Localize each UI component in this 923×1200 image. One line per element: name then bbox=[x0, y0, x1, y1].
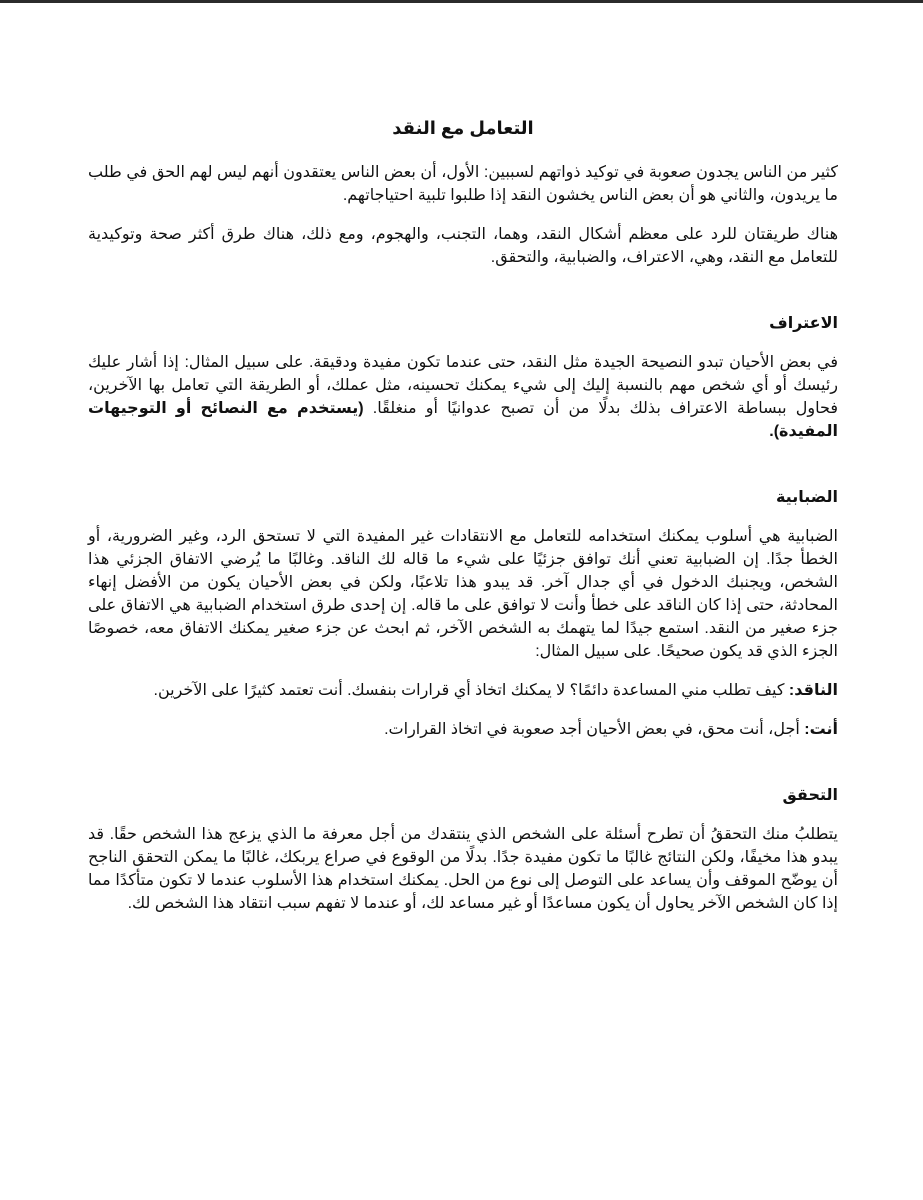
document-title: التعامل مع النقد bbox=[392, 118, 534, 138]
acknowledgment-body: في بعض الأحيان تبدو النصيحة الجيدة مثل النقد، حتى عندما تكون مفيدة ودقيقة. على سبيل المثال: إذا أشار عليك رئيسك أو أي شخص مهم بالنسبة إليك إلى شيء يمكنك تحسينه، مثل عملك، أو الطريقة التي تعامل بها الآخرين، فحاول ببساطة الاعتراف بذلك بدلًا من أن تصبح عدوانيًا أو منغلقًا. bbox=[88, 354, 838, 417]
fogging-paragraph: الضبابية هي أسلوب يمكنك استخدامه للتعامل مع الانتقادات غير المفيدة التي لا تستحق الرد، وغير الضرورية، أو الخطأ جدًا. إن الضبابية تعني أنك توافق جزئيًا على شيء ما قاله لك الناقد. وغالبًا ما يُرضي الاتفاق الجزئي هذا الشخص، ويجنبك الدخول في أي جدال آخر. قد يبدو هذا تلاعبًا، ولكن في بعض الأحيان يكون من الأفضل إنهاء المحادثة، حتى إذا كان الناقد على خطأ وأنت لا توافق على ما قاله. إن إحدى طرق استخدام الضبابية هي الاتفاق على جزء صغير من النقد. استمع جيدًا لما يتهمك به الشخص الآخر، ثم ابحث عن جزء صغير يمكنك الاتفاق معه، خصوصًا الجزء الذي قد يكون صحيحًا. على سبيل المثال: bbox=[88, 528, 839, 660]
dialogue-line-critic bbox=[88, 679, 838, 702]
top-border-line bbox=[0, 0, 923, 3]
dialogue-speaker-you: أنت: bbox=[804, 721, 838, 738]
dialogue-line-you bbox=[88, 718, 838, 741]
document-page bbox=[88, 118, 838, 915]
acknowledgment-note: (يستخدم مع النصائح أو التوجيهات المفيدة). bbox=[88, 400, 838, 440]
acknowledgment-paragraph bbox=[88, 351, 838, 443]
intro-paragraph-1: كثير من الناس يجدون صعوبة في توكيد ذواتهم لسببين: الأول، أن بعض الناس يعتقدون أنهم ليس لهم الحق في طلب ما يريدون، والثاني هو أن بعض الناس يخشون النقد إذا طلبوا تلبية احتياجاتهم. bbox=[88, 164, 838, 204]
dialogue-speaker-critic: الناقد: bbox=[788, 682, 838, 699]
section-heading-fogging: الضبابية bbox=[775, 489, 838, 506]
section-heading-acknowledgment: الاعتراف bbox=[769, 315, 838, 332]
intro-paragraph-2: هناك طريقتان للرد على معظم أشكال النقد، وهما، التجنب، والهجوم، ومع ذلك، هناك طرق أكثر صحة وتوكيدية للتعامل مع النقد، وهي، الاعتراف، والضبابية، والتحقق. bbox=[88, 226, 838, 266]
dialogue-text-critic: كيف تطلب مني المساعدة دائمًا؟ لا يمكنك اتخاذ أي قرارات بنفسك. أنت تعتمد كثيرًا على الآخرين. bbox=[153, 682, 785, 699]
inquiry-paragraph: يتطلبُ منك التحققُ أن تطرح أسئلة على الشخص الذي ينتقدك من أجل معرفة ما الذي يزعج هذا الشخص حقًا. قد يبدو هذا مخيفًا، ولكن النتائج غالبًا ما تكون مفيدة جدًا. بدلًا من الوقوع في صراع يربكك، غالبًا ما يمكن التحقق الناجح أن يوضّح الموقف وأن يساعد على التوصل إلى نوع من الحل. يمكنك استخدام هذا الأسلوب عندما لا تكون متأكدًا مما إذا كان الشخص الآخر يحاول أن يكون مساعدًا أو غير مساعد لك، أو عندما لا تفهم سبب انتقاد هذا الشخص لك. bbox=[88, 826, 838, 912]
section-heading-inquiry: التحقق bbox=[782, 787, 838, 804]
dialogue-text-you: أجل، أنت محق، في بعض الأحيان أجد صعوبة في اتخاذ القرارات. bbox=[384, 721, 800, 738]
